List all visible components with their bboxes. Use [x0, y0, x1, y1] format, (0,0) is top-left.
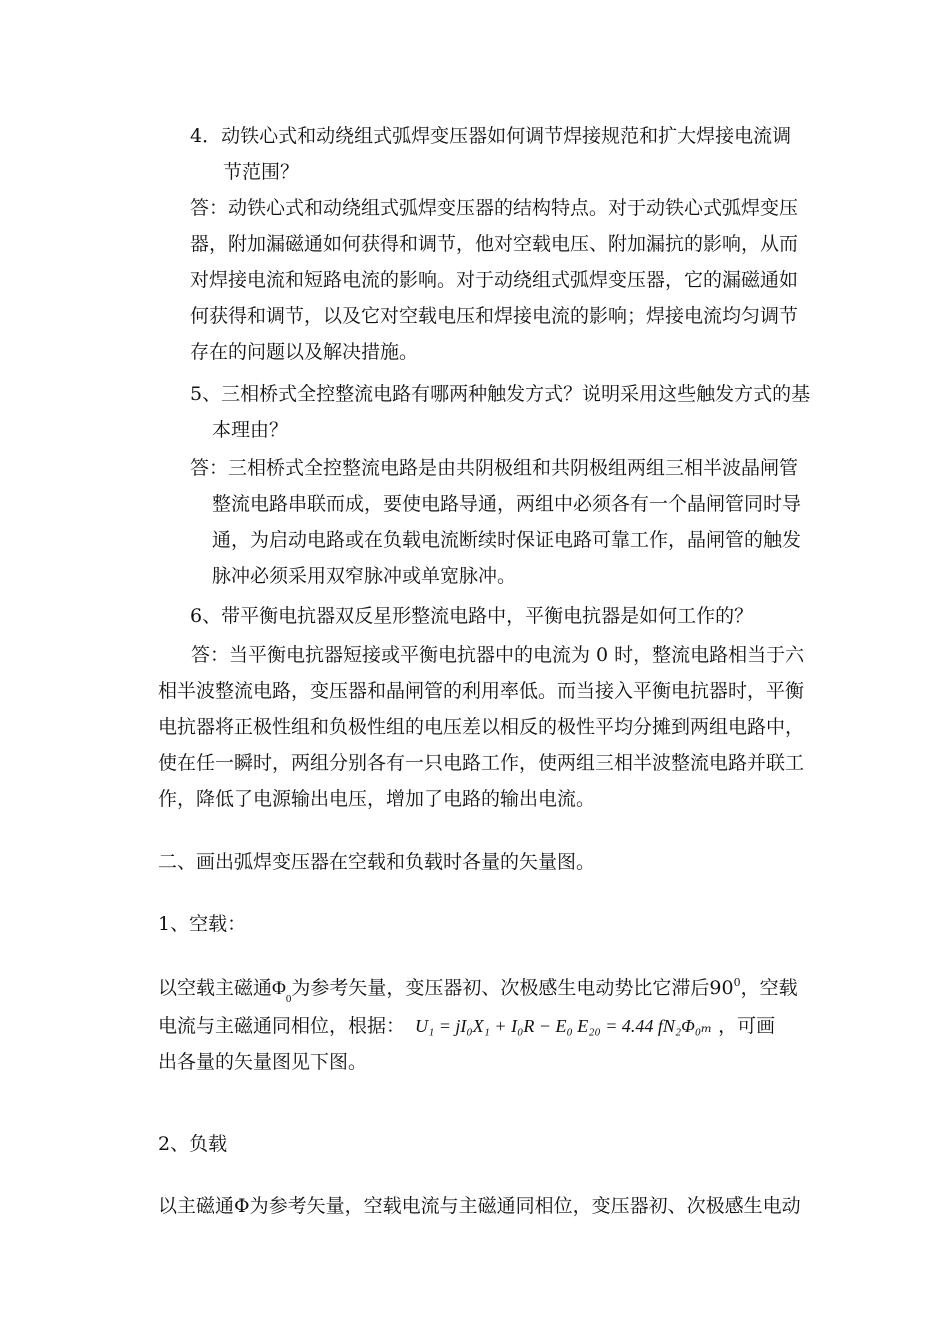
section-2-heading-text: 二、画出弧焊变压器在空载和负载时各量的矢量图。	[158, 851, 596, 873]
sub-1-line-2	[158, 1008, 810, 1044]
sub-1-line-1-a: 以空载主磁通	[158, 977, 273, 999]
sub-1-line-1-b: 为参考矢量，变压器初、次极感生电动势比它滞后	[291, 977, 710, 999]
sub-2-heading	[158, 1126, 810, 1162]
sub-1-line-3: 出各量的矢量图见下图。	[158, 1051, 368, 1073]
question-6-line-1: 6、带平衡电抗器双反星形整流电路中，平衡电抗器是如何工作的？	[190, 605, 754, 627]
phi-letter: Φ	[272, 978, 286, 999]
question-4	[190, 118, 815, 190]
question-5-line-2: 本理由？	[212, 419, 289, 441]
sub-1-heading	[158, 906, 810, 942]
sub-1-line-1-c: ，空载	[740, 977, 798, 999]
formula: U₁ = jI₀X₁ + I₀R − E₀ E₂₀ = 4.44 fN₂Φ₀ₘ	[415, 1016, 713, 1036]
sub-1-line-2-b: ，可画	[718, 1015, 776, 1037]
angle-value: 90	[709, 977, 734, 999]
answer-6-line-3: 电抗器将正极性组和负极性组的电压差以相反的极性平均分摊到两组电路中，	[158, 716, 805, 738]
sub-1-paragraph	[158, 970, 810, 1080]
answer-6-line-2: 相半波整流电路，变压器和晶闸管的利用率低。而当接入平衡电抗器时，平衡	[158, 680, 805, 702]
sub-1-line-1	[158, 970, 810, 1006]
answer-5	[190, 450, 815, 594]
answer-4-line-1: 答：动铁心式和动绕组式弧焊变压器的结构特点。对于动铁心式弧焊变压	[190, 197, 799, 219]
angle-superscript: 0	[733, 976, 741, 989]
section-2-heading	[158, 844, 810, 880]
sub-2-line-1: 以主磁通Φ为参考矢量，空载电流与主磁通同相位，变压器初、次极感生电动	[158, 1195, 801, 1217]
answer-4-line-4: 何获得和调节，以及它对空载电压和焊接电流的影响；焊接电流均匀调节	[190, 305, 799, 327]
phi-subscript: 0	[285, 993, 292, 1005]
answer-6	[158, 637, 810, 817]
answer-5-line-2: 整流电路串联而成，要使电路导通，两组中必须各有一个晶闸管同时导	[212, 493, 802, 515]
answer-4-line-3: 对焊接电流和短路电流的影响。对于动绕组式弧焊变压器，它的漏磁通如	[190, 269, 799, 291]
answer-6-line-5: 作，降低了电源输出电压，增加了电路的输出电流。	[158, 788, 596, 810]
sub-2-heading-text: 2、负载	[158, 1133, 228, 1155]
question-6	[190, 598, 815, 634]
answer-5-line-3: 通，为启动电路或在负载电流断续时保证电路可靠工作，晶闸管的触发	[212, 529, 802, 551]
sub-2-paragraph	[158, 1188, 810, 1224]
question-4-line-1: 4．动铁心式和动绕组式弧焊变压器如何调节焊接规范和扩大焊接电流调	[190, 125, 792, 147]
answer-4	[190, 190, 815, 370]
answer-6-line-4: 使在任一瞬时，两组分别各有一只电路工作，使两组三相半波整流电路并联工	[158, 752, 805, 774]
answer-5-line-4: 脉冲必须采用双窄脉冲或单宽脉冲。	[212, 565, 517, 587]
answer-4-line-5: 存在的问题以及解决措施。	[190, 341, 419, 363]
sub-1-heading-text: 1、空载：	[158, 913, 247, 935]
question-4-line-2: 节范围？	[223, 161, 300, 183]
answer-6-line-1: 答：当平衡电抗器短接或平衡电抗器中的电流为 0 时，整流电路相当于六	[191, 644, 805, 666]
sub-1-line-2-a: 电流与主磁通同相位，根据：	[158, 1015, 406, 1037]
question-5	[190, 376, 815, 448]
answer-5-line-1: 答：三相桥式全控整流电路是由共阴极组和共阴极组两组三相半波晶闸管	[190, 457, 799, 479]
question-5-line-1: 5、三相桥式全控整流电路有哪两种触发方式？说明采用这些触发方式的基	[190, 383, 811, 405]
answer-4-line-2: 器，附加漏磁通如何获得和调节，他对空载电压、附加漏抗的影响，从而	[190, 233, 799, 255]
phi-symbol	[272, 978, 292, 1005]
